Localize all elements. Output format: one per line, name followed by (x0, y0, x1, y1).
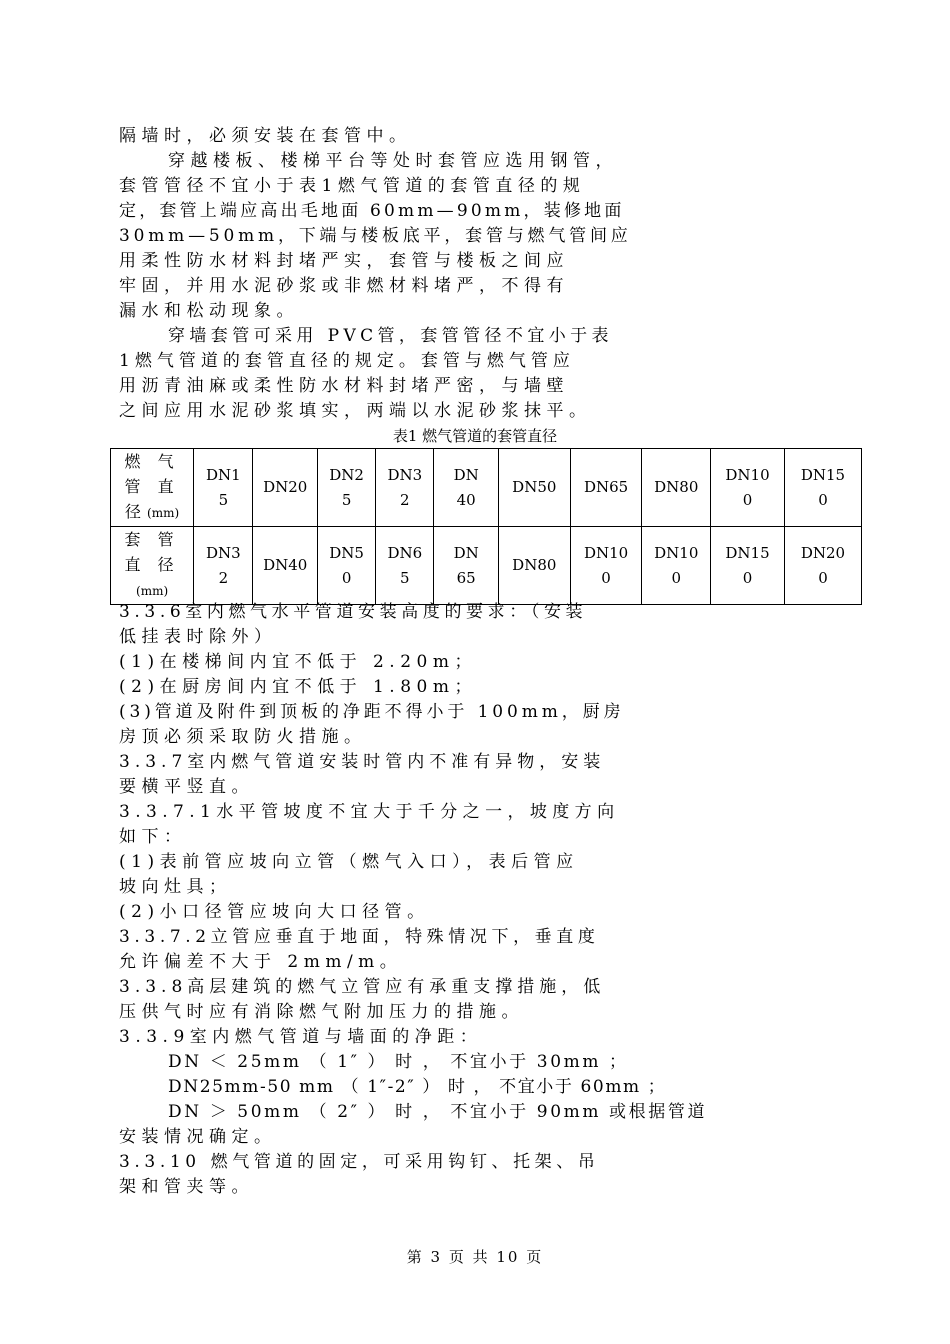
text-line: 坡向灶具； (119, 877, 232, 897)
text-line: DN ＜ 25mm （ 1″ ） 时 ， 不宜小于 30mm ； (168, 1052, 629, 1072)
text-line: 允许偏差不大于 2mm/m。 (119, 952, 403, 972)
table-cell: DN3 2 (376, 449, 434, 527)
row-header-pipe-diameter: 燃 气 管 直 径(mm) (111, 449, 194, 527)
row-header-sleeve-diameter: 套 管 直 径 (mm) (111, 527, 194, 605)
table-cell: DN80 (498, 527, 570, 605)
table-cell: DN10 0 (711, 449, 785, 527)
text-line: (1)表前管应坡向立管（燃气入口），表后管应 (119, 852, 579, 872)
text-line: 用柔性防水材料封堵严实，套管与楼板之间应 (119, 251, 569, 271)
text-line: 牢固，并用水泥砂浆或非燃材料堵严，不得有 (119, 276, 569, 296)
text-line: 3.3.8高层建筑的燃气立管应有承重支撑措施，低 (119, 977, 606, 997)
text-line: 套管管径不宜小于表1燃气管道的套管直径的规 (119, 176, 586, 196)
text-line: 定，套管上端应高出毛地面 60mm—90mm，装修地面 (119, 201, 625, 221)
table-cell: DN20 (253, 449, 317, 527)
table-cell: DN80 (642, 449, 711, 527)
text-line: 穿越楼板、楼梯平台等处时套管应选用钢管， (168, 151, 618, 171)
text-line: 要横平竖直。 (119, 777, 254, 797)
text-line: 房顶必须采取防火措施。 (119, 727, 367, 747)
table-cell: DN50 (498, 449, 570, 527)
table-cell: DN3 2 (194, 527, 253, 605)
table-row (111, 449, 862, 527)
text-line: 3.3.7.2立管应垂直于地面，特殊情况下，垂直度 (119, 927, 600, 947)
text-line: 3.3.6室内燃气水平管道安装高度的要求：（安装 (119, 602, 588, 622)
table-cell: DN 40 (434, 449, 498, 527)
text-line: 压供气时应有消除燃气附加压力的措施。 (119, 1002, 524, 1022)
text-line: 穿墙套管可采用 PVC管，套管管径不宜小于表 (168, 326, 613, 346)
table-cell: DN2 5 (317, 449, 375, 527)
text-line: 3.3.7.1水平管坡度不宜大于千分之一，坡度方向 (119, 802, 620, 822)
table-cell: DN 65 (434, 527, 498, 605)
table-cell: DN5 0 (317, 527, 375, 605)
text-line: 隔墙时，必须安装在套管中。 (119, 126, 412, 146)
text-line: 之间应用水泥砂浆填实，两端以水泥砂浆抹平。 (119, 401, 592, 421)
text-line: DN ＞ 50mm （ 2″ ） 时 ， 不宜小于 90mm 或根据管道 (168, 1102, 708, 1122)
table-cell: DN15 0 (711, 527, 785, 605)
text-line: (2)小口径管应坡向大口径管。 (119, 902, 430, 922)
table-cell: DN40 (253, 527, 317, 605)
text-line: 漏水和松动现象。 (119, 301, 299, 321)
text-line: 安装情况确定。 (119, 1127, 277, 1147)
table-cell: DN1 5 (194, 449, 253, 527)
text-line: 用沥青油麻或柔性防水材料封堵严密，与墙壁 (119, 376, 569, 396)
table-row (111, 527, 862, 605)
text-line: 架和管夹等。 (119, 1177, 254, 1197)
text-line: 3.3.10 燃气管道的固定，可采用钩钉、托架、吊 (119, 1152, 600, 1172)
text-line: 如下： (119, 827, 187, 847)
text-line: 1燃气管道的套管直径的规定。套管与燃气管应 (119, 351, 575, 371)
text-line: DN25mm-50 mm （ 1″-2″ ） 时 ， 不宜小于 60mm ； (168, 1077, 667, 1097)
text-line: 3.3.7室内燃气管道安装时管内不准有异物，安装 (119, 752, 606, 772)
table-cell: DN10 0 (570, 527, 642, 605)
table-cell: DN10 0 (642, 527, 711, 605)
table-cell: DN65 (570, 449, 642, 527)
sleeve-diameter-table (110, 448, 862, 605)
table-cell: DN6 5 (376, 527, 434, 605)
text-line: (2)在厨房间内宜不低于 1.80m； (119, 677, 477, 697)
table-caption: 表1 燃气管道的套管直径 (392, 427, 558, 445)
text-line: (1)在楼梯间内宜不低于 2.20m； (119, 652, 477, 672)
text-line: 30mm—50mm，下端与楼板底平，套管与燃气管间应 (119, 226, 632, 246)
text-line: 低挂表时除外） (119, 627, 277, 647)
text-line: (3)管道及附件到顶板的净距不得小于 100mm，厨房 (119, 702, 625, 722)
page-footer: 第 3 页 共 10 页 (406, 1248, 544, 1266)
table-cell: DN15 0 (784, 449, 861, 527)
text-line: 3.3.9室内燃气管道与墙面的净距： (119, 1027, 483, 1047)
table-cell: DN20 0 (784, 527, 861, 605)
